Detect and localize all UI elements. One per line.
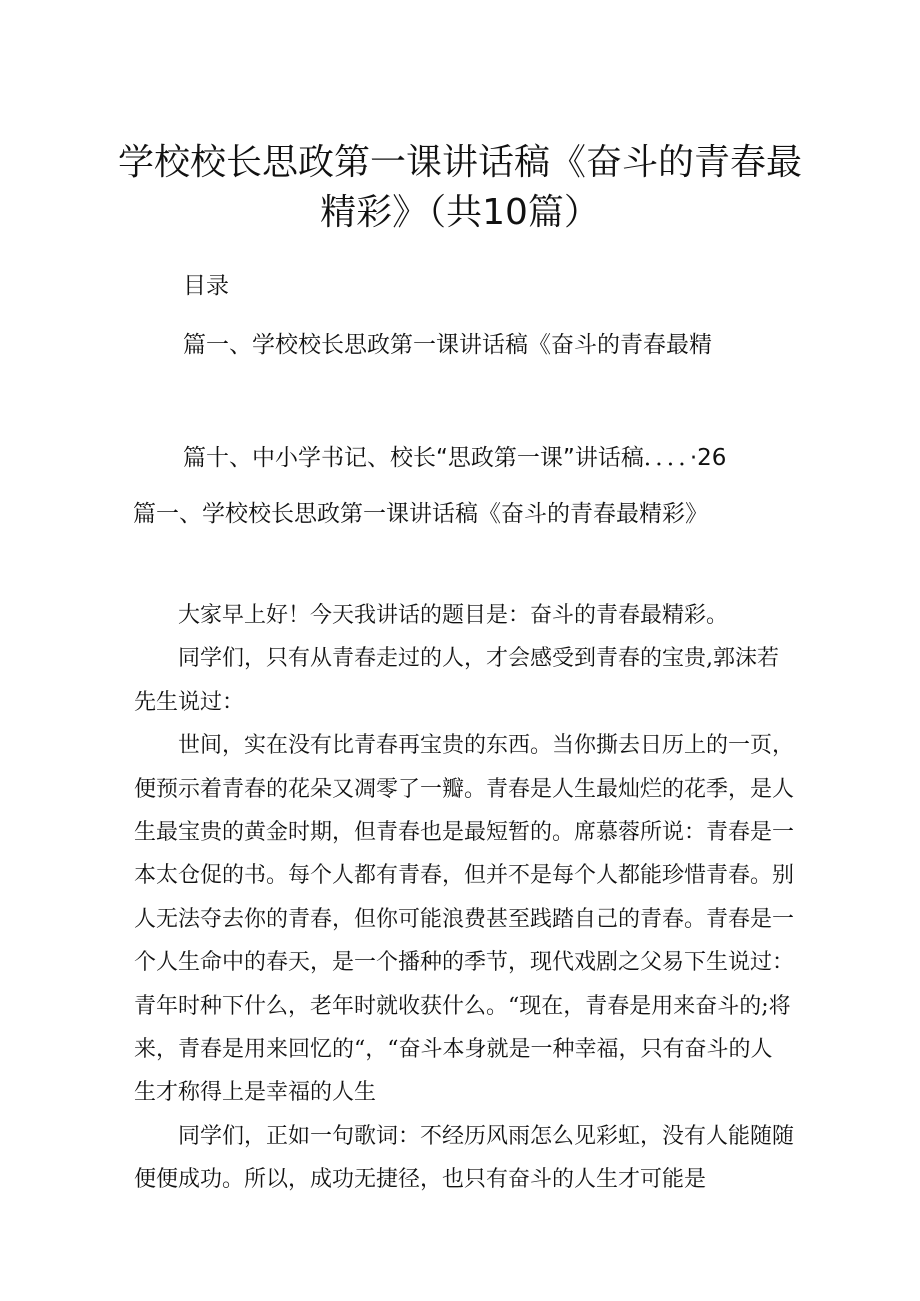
section-heading: 篇一、学校校长思政第一课讲话稿《奋斗的青春最精彩》 <box>133 501 708 527</box>
toc-item-1[interactable]: 篇一、学校校长思政第一课讲话稿《奋斗的青春最精 <box>183 332 712 358</box>
body-text <box>134 594 794 1202</box>
toc-heading: 目录 <box>183 273 229 299</box>
paragraph-4: 同学们，正如一句歌词：不经历风雨怎么见彩虹，没有人能随随便便成功。所以，成功无捷径，也只有奋斗的人生才可能是 <box>134 1123 795 1193</box>
paragraph-3: 世间，实在没有比青春再宝贵的东西。当你撕去日历上的一页，便预示着青春的花朵又凋零了一瓣。青春是人生最灿烂的花季，是人生最宝贵的黄金时期，但青春也是最短暂的。席慕蓉所说：青春是一本太仓促的书。每个人都有青春，但并不是每个人都能珍惜青春。别人无法夺去你的青春，但你可能浪费甚至践踏自己的青春。青春是一个人生命中的春天，是一个播种的季节，现代戏剧之父易下生说过：青年时种下什么，老年时就收获什么。“现在，青春是用来奋斗的;将来，青春是用来回忆的“，“奋斗本身就是一种幸福，只有奋斗的人生才称得上是幸福的人生 <box>134 733 795 1106</box>
paragraph-1: 大家早上好！今天我讲话的题目是：奋斗的青春最精彩。 <box>178 603 729 628</box>
title-line-2: 精彩》（共10篇） <box>320 192 600 233</box>
title-line-1: 学校校长思政第一课讲话稿《奋斗的青春最 <box>117 142 802 183</box>
toc-item-10[interactable]: 篇十、中小学书记、校长“思政第一课”讲话稿．．．．·26 <box>183 445 727 471</box>
document-title <box>100 138 820 238</box>
paragraph-2: 同学们，只有从青春走过的人，才会感受到青春的宝贵,郭沫若先生说过： <box>134 646 779 715</box>
